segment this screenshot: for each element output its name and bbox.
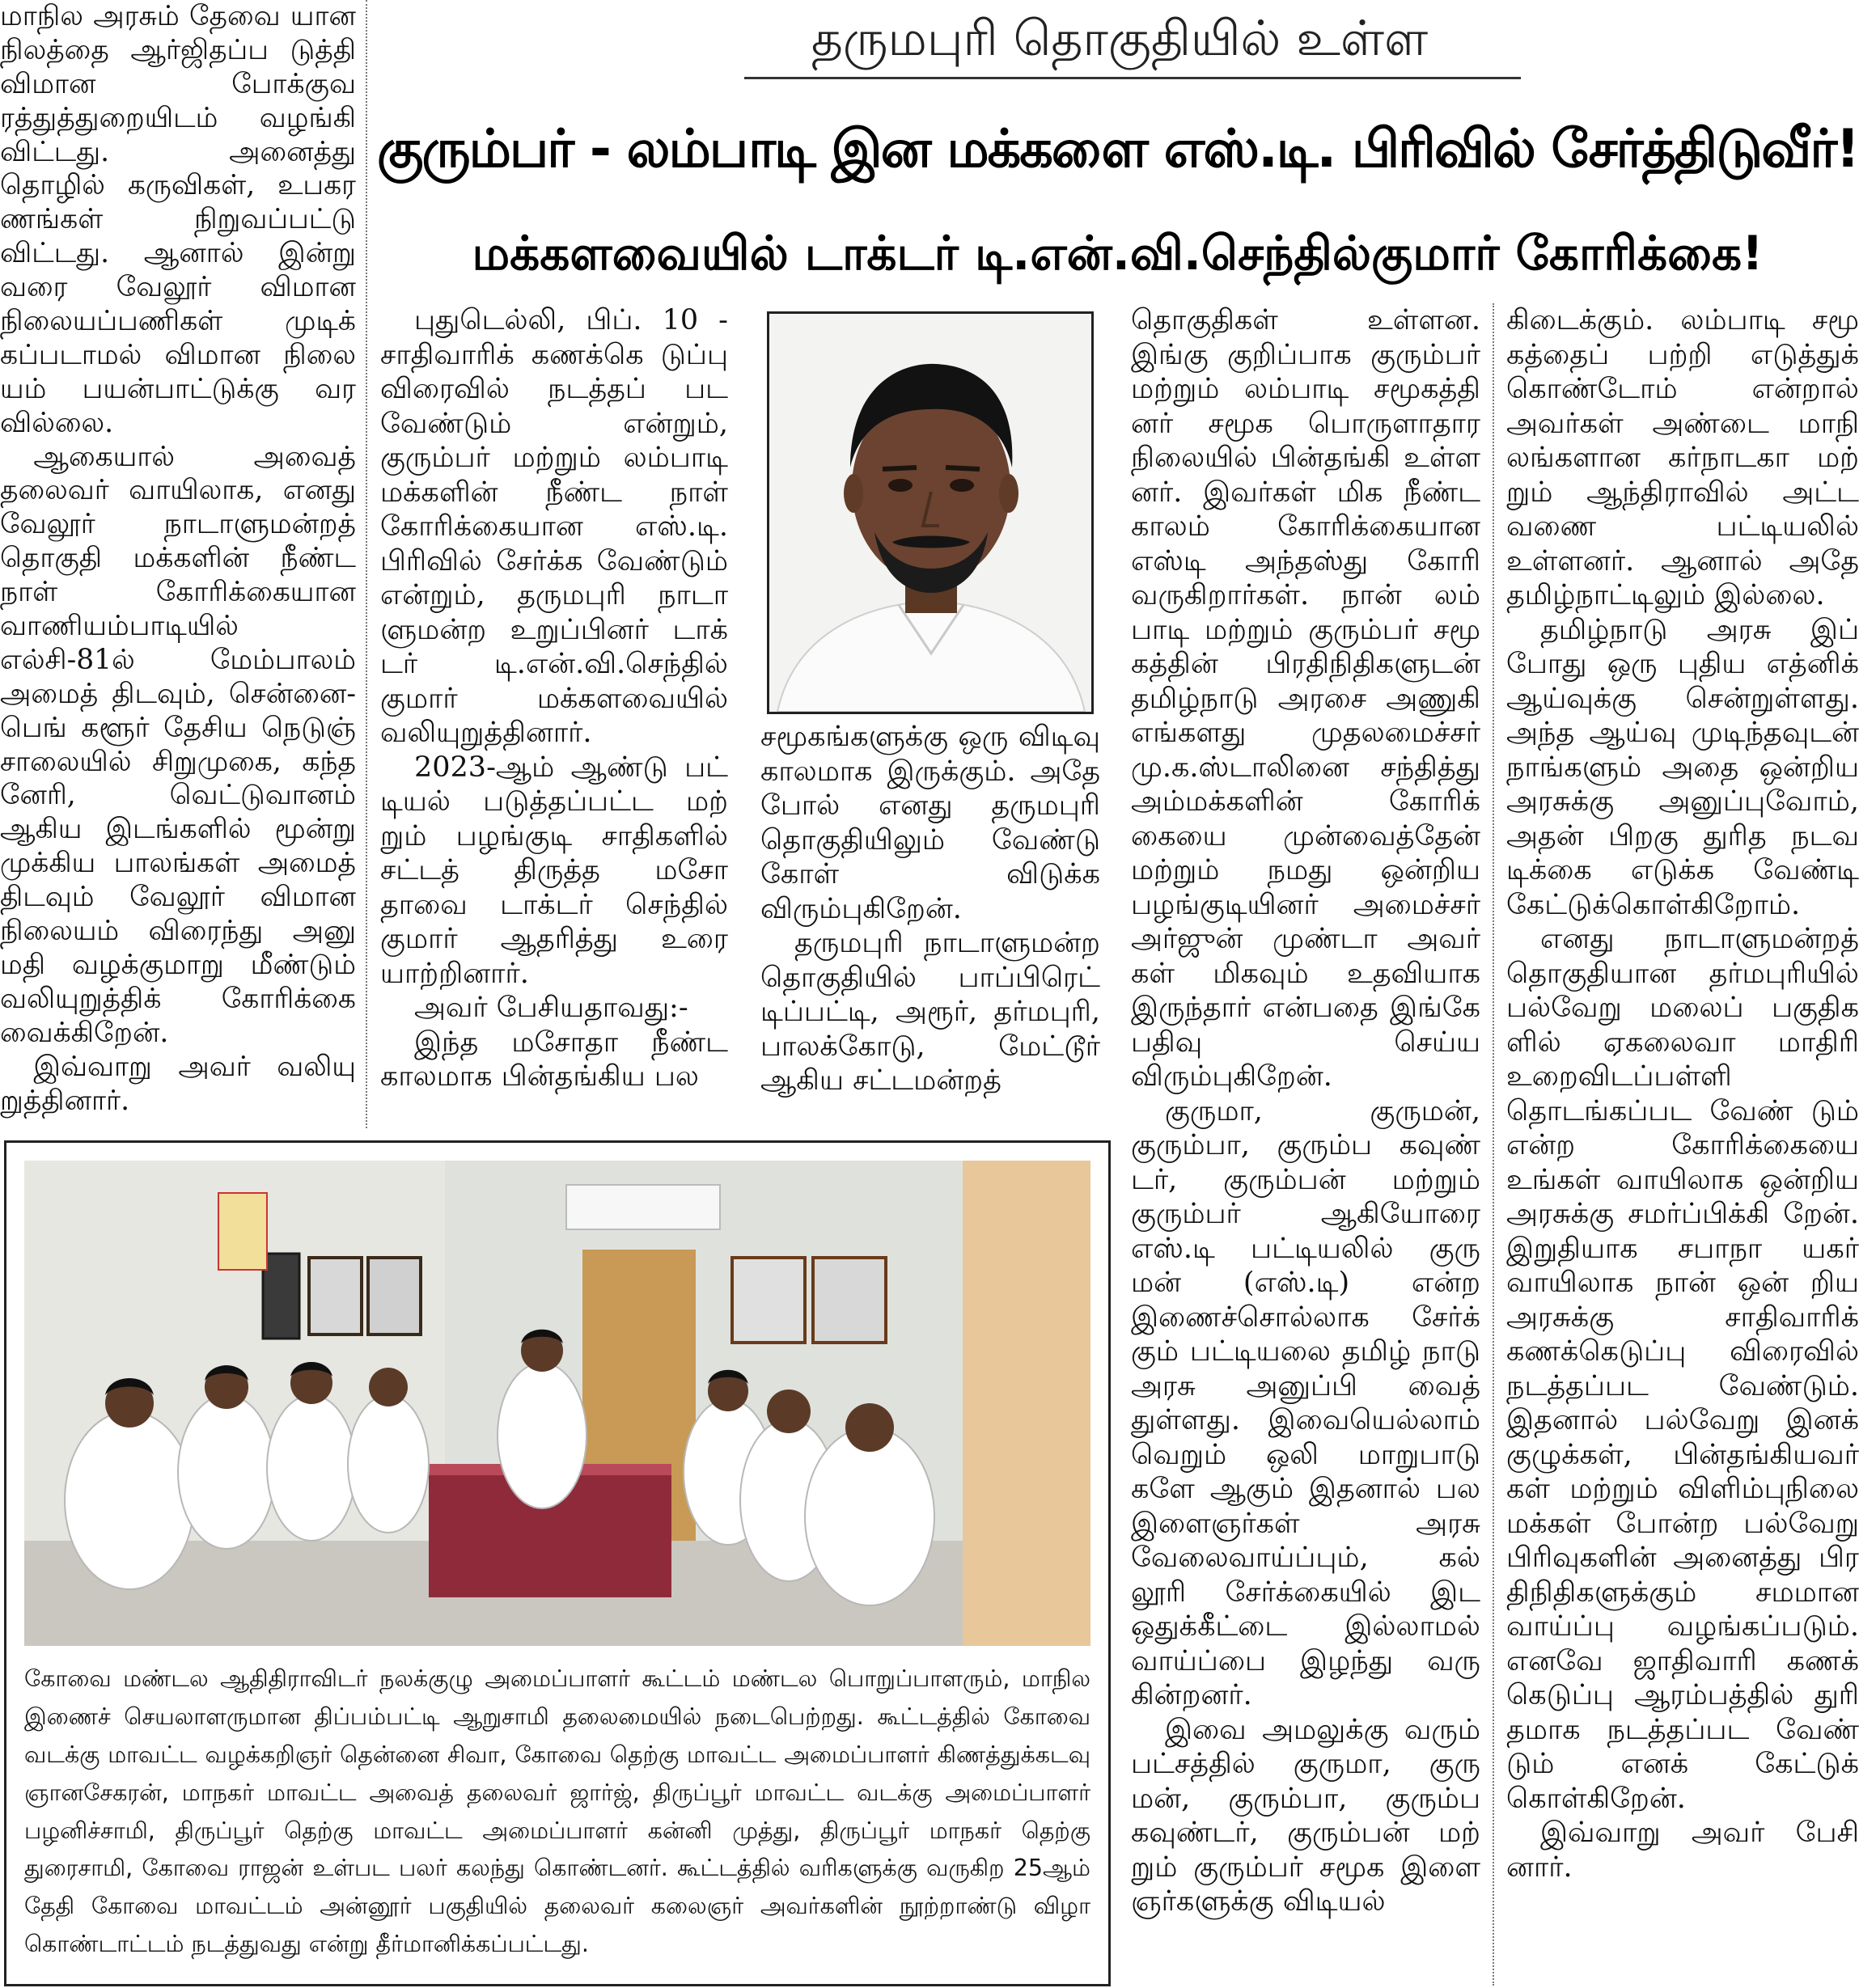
body-paragraph: குருமா, குருமன், குரும்பா, குரும்ப கவுண் டர், குரும்பன் மற்றும் குரும்பர் ஆகியோரை எஸ்.டி பட்டியலில் குரு மன் (எஸ்.டி) என்ற இணைச்சொல்லாக சேர்க் கும் பட்டியலை தமிழ் நாடு அரசு அனுப்பி வைத் துள்ளது. இவையெல்லாம் வெறும் ஒலி மாறுபாடு களே ஆகும் இதனால் பல இளைஞர்கள் அரசு வேலைவாய்ப்பும், கல் லூரி சேர்க்கையில் இட ஒதுக்கீட்டை இல்லாமல் வாய்ப்பை இழந்து வரு கின்றனர். xyxy=(1131,1094,1480,1711)
article-column-1 xyxy=(380,303,728,1128)
photo-caption: கோவை மண்டல ஆதிதிராவிடர் நலக்குழு அமைப்பாளர் கூட்டம் மண்டல பொறுப்பாளரும், மாநில இணைச் செயலாளருமான திப்பம்பட்டி ஆறுசாமி தலைமையில் நடைபெற்றது. கூட்டத்தில் கோவை வடக்கு மாவட்ட வழக்கறிஞர் தென்னை சிவா, கோவை தெற்கு மாவட்ட அமைப்பாளர் கிணத்துக்கடவு ஞானசேகரன், மாநகர் மாவட்ட அவைத் தலைவர் ஜார்ஜ், திருப்பூர் மாவட்ட வடக்கு அமைப்பாளர் பழனிச்சாமி, திருப்பூர் தெற்கு மாவட்ட அமைப்பாளர் கன்னி முத்து, திருப்பூர் மாநகர் தெற்கு துரைசாமி, கோவை ராஜன் உள்பட பலர் கலந்து கொண்டனர். கூட்டத்தில் வரிகளுக்கு வருகிற 25ஆம் தேதி கோவை மாவட்டம் அன்னூர் பகுதியில் தலைவர் கலைஞர் அவர்களின் நூற்றாண்டு விழா கொண்டாட்டம் நடத்துவது என்று தீர்மானிக்கப்பட்டது. xyxy=(24,1665,1090,1958)
article-column-4 xyxy=(1506,303,1859,1986)
body-paragraph: இந்த மசோதா நீண்ட காலமாக பின்தங்கிய பல xyxy=(380,1026,728,1093)
kicker-underline xyxy=(744,77,1521,79)
article-column-3 xyxy=(1131,303,1480,1986)
portrait-photo xyxy=(767,311,1094,714)
portrait-illustration xyxy=(769,314,1091,712)
body-paragraph: கிடைக்கும். லம்பாடி சமூ கத்தைப் பற்றி எடுத்துக் கொண்டோம் என்றால் அவர்கள் அண்டை மாநி லங்களான கர்நாடகா மற் றும் ஆந்திராவில் அட்ட வணை பட்டியலில் உள்ளனர். ஆனால் அதே தமிழ்நாட்டிலும் இல்லை. xyxy=(1506,304,1859,611)
body-paragraph: தருமபுரி நாடாளுமன்ற தொகுதியில் பாப்பிரெட் டிப்பட்டி, அரூர், தர்மபுரி, பாலக்கோடு, மேட்டூர் ஆகிய சட்டமன்றத் xyxy=(760,927,1100,1097)
body-paragraph: இவ்வாறு அவர் பேசி னார். xyxy=(1506,1817,1859,1884)
meeting-photo xyxy=(24,1161,1090,1646)
meeting-illustration xyxy=(24,1161,1090,1646)
body-paragraph: சமூகங்களுக்கு ஒரு விடிவு காலமாக இருக்கும். அதே போல் எனது தருமபுரி தொகுதியிலும் வேண்டு கோள் விடுக்க விரும்புகிறேன். xyxy=(760,721,1100,925)
sub-headline: மக்களவையில் டாக்டர் டி.என்.வி.செந்தில்குமார் கோரிக்கை! xyxy=(472,226,1764,281)
main-headline: குரும்பர் - லம்பாடி இன மக்களை எஸ்.டி. பிரிவில் சேர்த்திடுவீர்! xyxy=(377,119,1858,180)
body-paragraph: எனது நாடாளுமன்றத் தொகுதியான தர்மபுரியில் பல்வேறு மலைப் பகுதிக ளில் ஏகலைவா மாதிரி உறைவிடப்பள்ளி தொடங்கப்பட வேண் டும் என்ற கோரிக்கையை உங்கள் வாயிலாக ஒன்றிய அரசுக்கு சமர்ப்பிக்கி றேன். இறுதியாக சபாநா யகர் வாயிலாக நான் ஒன் றிய அரசுக்கு சாதிவாரிக் கணக்கெடுப்பு விரைவில் நடத்தப்பட வேண்டும். இதனால் பல்வேறு இனக் குழுக்கள், பின்தங்கியவர் கள் மற்றும் விளிம்புநிலை மக்கள் போன்ற பல்வேறு பிரிவுகளின் அனைத்து பிர திநிதிகளுக்கும் சமமான வாய்ப்பு வழங்கப்படும். எனவே ஜாதிவாரி கணக் கெடுப்பு ஆரம்பத்தில் துரி தமாக நடத்தப்பட வேண் டும் எனக் கேட்டுக் கொள்கிறேன். xyxy=(1506,923,1859,1815)
column-divider xyxy=(366,0,367,1128)
left-paragraph: மாநில அரசும் தேவை யான நிலத்தை ஆர்ஜிதப்ப டுத்தி விமான போக்குவ ரத்துத்துறையிடம் வழங்கி விட்டது. அனைத்து தொழில் கருவிகள், உபகர ணங்கள் நிறுவப்பட்டு விட்டது. ஆனால் இன்று வரை வேலூர் விமான நிலையப்பணிகள் முடிக் கப்படாமல் விமான நிலை யம் பயன்பாட்டுக்கு வர வில்லை. xyxy=(0,0,356,439)
kicker-heading: தருமபுரி தொகுதியில் உள்ள xyxy=(811,11,1429,67)
body-paragraph: தொகுதிகள் உள்ளன. இங்கு குறிப்பாக குரும்பர் மற்றும் லம்பாடி சமூகத்தி னர் சமூக பொருளாதார நிலையில் பின்தங்கி உள்ள னர். இவர்கள் மிக நீண்ட காலம் கோரிக்கையான எஸ்டி அந்தஸ்து கோரி வருகிறார்கள். நான் லம் பாடி மற்றும் குரும்பர் சமூ கத்தின் பிரதிநிதிகளுடன் தமிழ்நாடு அரசை அணுகி எங்களது முதலமைச்சர் மு.க.ஸ்டாலினை சந்தித்து அம்மக்களின் கோரிக் கையை முன்வைத்தேன் மற்றும் நமது ஒன்றிய பழங்குடியினர் அமைச்சர் அர்ஜுன் முண்டா அவர் கள் மிகவும் உதவியாக இருந்தார் என்பதை இங்கே பதிவு செய்ய விரும்புகிறேன். xyxy=(1131,304,1480,1093)
left-article-column xyxy=(0,0,356,1124)
body-paragraph: தமிழ்நாடு அரசு இப் போது ஒரு புதிய எத்னிக் ஆய்வுக்கு சென்றுள்ளது. அந்த ஆய்வு முடிந்தவுடன் நாங்களும் அதை ஒன்றிய அரசுக்கு அனுப்புவோம், அதன் பிறகு துரித நடவ டிக்கை எடுக்க வேண்டி கேட்டுக்கொள்கிறோம். xyxy=(1506,613,1859,921)
article-column-2 xyxy=(760,720,1100,1128)
body-paragraph: புதுடெல்லி, பிப். 10 - சாதிவாரிக் கணக்கெ டுப்பு விரைவில் நடத்தப் பட வேண்டும் என்றும், குரும்பர் மற்றும் லம்பாடி மக்களின் நீண்ட நாள் கோரிக்கையான எஸ்.டி. பிரிவில் சேர்க்க வேண்டும் என்றும், தருமபுரி நாடா ளுமன்ற உறுப்பினர் டாக் டர் டி.என்.வி.செந்தில் குமார் மக்களவையில் வலியுறுத்தினார். xyxy=(380,304,728,749)
meeting-photo-box xyxy=(4,1140,1111,1986)
body-paragraph: இவை அமலுக்கு வரும் பட்சத்தில் குருமா, குரு மன், குரும்பா, குரும்ப கவுண்டர், குரும்பன் மற் றும் குரும்பர் சமூக இளை ஞர்களுக்கு விடியல் xyxy=(1131,1713,1480,1918)
left-paragraph: ஆகையால் அவைத் தலைவர் வாயிலாக, எனது வேலூர் நாடாளுமன்றத் தொகுதி மக்களின் நீண்ட நாள் கோரிக்கையான வாணியம்பாடியில் எல்சி-81ல் மேம்பாலம் அமைத் திடவும், சென்னை-பெங் களூர் தேசிய நெடுஞ் சாலையில் சிறுமுகை, கந்த னேரி, வெட்டுவானம் ஆகிய இடங்களில் மூன்று முக்கிய பாலங்கள் அமைத் திடவும் வேலூர் விமான நிலையம் விரைந்து அனு மதி வழக்குமாறு மீண்டும் வலியுறுத்திக் கோரிக்கை வைக்கிறேன். xyxy=(0,440,356,1049)
body-paragraph: அவர் பேசியதாவது:- xyxy=(414,992,688,1024)
body-paragraph: 2023-ஆம் ஆண்டு பட் டியல் படுத்தப்பட்ட மற் றும் பழங்குடி சாதிகளில் சட்டத் திருத்த மசோ தாவை டாக்டர் செந்தில் குமார் ஆதரித்து உரை யாற்றினார். xyxy=(380,751,728,990)
left-paragraph: இவ்வாறு அவர் வலியு றுத்தினார். xyxy=(0,1050,356,1117)
column-divider xyxy=(1493,303,1494,1986)
